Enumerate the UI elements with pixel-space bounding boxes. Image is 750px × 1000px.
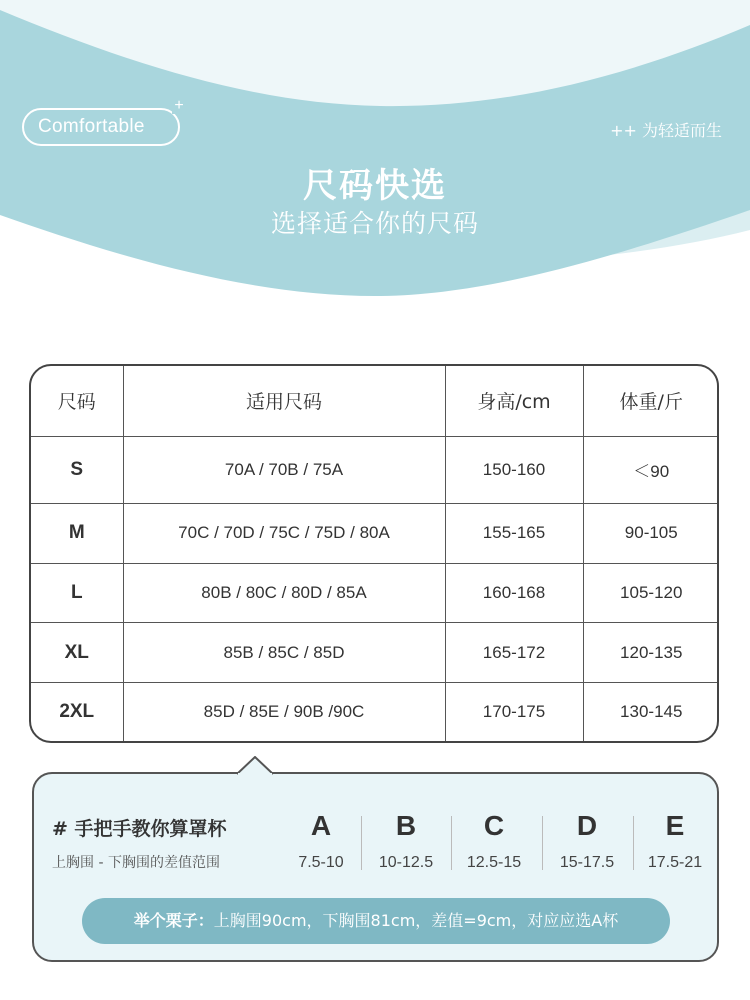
cup-guide-panel <box>32 772 719 962</box>
cup-column-b <box>366 806 446 872</box>
height-cell: 170-175 <box>445 682 583 741</box>
band-sizes-cell: 80B / 80C / 80D / 85A <box>123 563 445 623</box>
column-header: 身高/cm <box>445 366 583 436</box>
cup-range: 17.5-21 <box>647 854 703 871</box>
cup-divider <box>633 816 634 870</box>
plus-icon: + <box>174 97 184 114</box>
cup-range: 15-17.5 <box>559 854 615 871</box>
cup-guide-heading: # 手把手教你算罩杯 <box>52 818 227 840</box>
size-cell: M <box>31 503 123 563</box>
size-cell: XL <box>31 623 123 683</box>
table-row <box>31 563 719 623</box>
cup-range: 7.5-10 <box>298 854 344 871</box>
badge-label: Comfortable <box>38 116 145 137</box>
cup-column-e <box>635 806 715 872</box>
column-header: 适用尺码 <box>123 366 445 436</box>
table-row <box>31 503 719 563</box>
band-sizes-cell: 70A / 70B / 75A <box>123 436 445 503</box>
band-sizes-cell: 85B / 85C / 85D <box>123 623 445 683</box>
cup-letter: D <box>576 810 598 841</box>
cup-column-c <box>454 806 534 872</box>
cup-column-d <box>547 806 627 872</box>
cup-divider <box>451 816 452 870</box>
height-cell: 155-165 <box>445 503 583 563</box>
column-header: 尺码 <box>31 366 123 436</box>
cup-letter: A <box>310 810 332 841</box>
cup-guide-note: 上胸围 - 下胸围的差值范围 <box>52 855 220 871</box>
example-pill <box>82 898 670 944</box>
cup-divider <box>361 816 362 870</box>
comfortable-badge <box>22 97 184 146</box>
cup-letter: C <box>483 810 505 841</box>
cup-column-a <box>281 806 361 872</box>
cup-letter: B <box>395 810 417 841</box>
cup-range: 10-12.5 <box>378 854 434 871</box>
slogan: ++ 为轻适而生 <box>610 121 722 140</box>
height-cell: 160-168 <box>445 563 583 623</box>
size-cell: 2XL <box>31 682 123 741</box>
cup-divider <box>542 816 543 870</box>
size-chart-table <box>29 364 719 743</box>
weight-cell: 130-145 <box>620 701 683 721</box>
band-sizes-cell: 70C / 70D / 75C / 75D / 80A <box>123 503 445 563</box>
header-wave-background <box>0 0 750 310</box>
weight-cell: ＜90 <box>583 436 719 503</box>
height-cell: 150-160 <box>445 436 583 503</box>
column-header: 体重/斤 <box>583 366 719 436</box>
table-row <box>31 682 719 741</box>
page-subtitle: 选择适合你的尺码 <box>270 209 479 238</box>
table-row <box>31 436 719 503</box>
band-sizes-cell: 85D / 85E / 90B /90C <box>123 682 445 741</box>
size-cell: L <box>31 563 123 623</box>
speech-pointer-icon <box>237 756 273 776</box>
table-header-row <box>31 366 719 436</box>
table-row <box>31 623 719 683</box>
example-label: 举个栗子： <box>133 911 214 930</box>
weight-cell: 120-135 <box>583 623 719 683</box>
weight-cell: 105-120 <box>583 563 719 623</box>
page-title: 尺码快选 <box>303 166 447 206</box>
size-cell: S <box>31 436 123 503</box>
cup-range: 12.5-15 <box>466 854 522 871</box>
cup-letter: E <box>665 810 685 841</box>
height-cell: 165-172 <box>445 623 583 683</box>
weight-cell: 90-105 <box>583 503 719 563</box>
example-text: 上胸围90cm，下胸围81cm，差值=9cm，对应应选A杯 <box>213 911 619 930</box>
